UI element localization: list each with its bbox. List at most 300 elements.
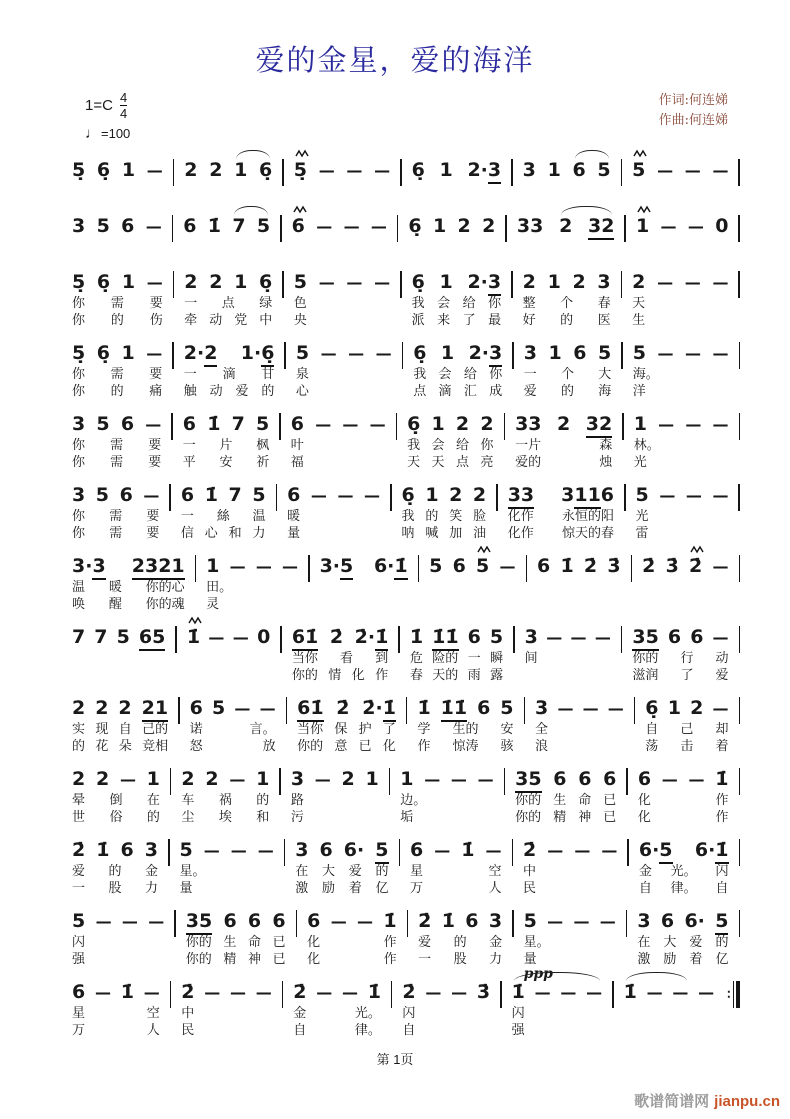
lyrics-row-1 — [288, 366, 400, 383]
notes-row — [392, 768, 501, 792]
lyric-syllable: 给 — [463, 367, 477, 383]
notes-row — [173, 981, 279, 1005]
note-token: 6 — [72, 981, 86, 1004]
lyric-syllable: 的 — [72, 739, 86, 755]
note-token: 5 — [632, 342, 646, 365]
note-token: — — [547, 841, 564, 861]
note-token: 1̇ — [120, 981, 134, 1004]
music-system — [62, 471, 740, 542]
lyrics-row-2 — [629, 951, 736, 968]
lyric-syllable: 要 — [148, 438, 162, 454]
note-token: — — [375, 344, 392, 364]
lyric-syllable: 律。 — [670, 881, 697, 897]
lyrics-row-2 — [394, 525, 495, 542]
notes-row — [624, 271, 736, 295]
measure — [505, 768, 626, 826]
lyrics-row-2 — [516, 383, 619, 400]
music-system — [62, 684, 740, 755]
lyric-syllable: 垢 — [400, 810, 414, 826]
notes-row — [628, 215, 736, 239]
measure — [282, 215, 397, 239]
lyric-syllable: 尘 — [181, 810, 195, 826]
note-token: 3̇ — [476, 981, 491, 1004]
lyric-syllable: 你 — [72, 367, 86, 383]
lyricist-credit: 作词:何连娣 — [658, 93, 728, 108]
lyric-syllable: 絲 — [216, 509, 230, 525]
lyric-syllable: 生 — [223, 935, 237, 951]
note-token: 33 — [516, 215, 544, 238]
note-token: 1̇ — [511, 981, 525, 1004]
lyric-syllable: 光。 — [670, 864, 697, 880]
note-token: 3̇ — [665, 555, 679, 578]
note-segment: 2̇· — [362, 697, 383, 720]
measure — [515, 626, 621, 684]
note-token: 1 — [400, 768, 414, 791]
lyric-syllable: 闪 — [511, 1006, 525, 1022]
lyric-syllable: 一 — [182, 438, 196, 454]
note-token: 1 — [548, 342, 562, 365]
note-token: 2 — [455, 413, 470, 436]
lyric-syllable: 最 — [488, 313, 502, 329]
lyrics-row-2 — [402, 880, 510, 897]
measure — [419, 555, 525, 613]
lyric-syllable: 医 — [597, 313, 611, 329]
note-token: 1̇ — [417, 697, 431, 720]
lyric-syllable: 安 — [219, 455, 233, 471]
note-token — [374, 555, 408, 580]
note-token: 5̣ — [72, 342, 86, 365]
note-token: 2 — [184, 159, 198, 182]
lyric-syllable: 自 — [118, 722, 132, 738]
note-token: 6 — [537, 555, 551, 578]
note-token: 5 — [72, 910, 86, 933]
lyrics-row-1 — [64, 579, 193, 596]
lyric-syllable: 已 — [603, 793, 617, 809]
note-token: — — [534, 983, 551, 1003]
measure — [400, 626, 513, 684]
note-token: 2 — [72, 697, 86, 720]
lyric-syllable: 需 — [110, 438, 124, 454]
barline — [738, 271, 740, 298]
lyric-syllable: 倒 — [109, 793, 123, 809]
lyric-syllable: 的 — [108, 864, 122, 880]
lyric-syllable: 行 — [680, 651, 694, 667]
lyrics-row-1 — [283, 437, 394, 454]
note-token: — — [601, 841, 618, 861]
note-token: — — [499, 557, 516, 577]
note-token: 1 — [547, 159, 561, 182]
note-token: 3 — [72, 484, 86, 507]
lyric-syllable: 到 — [375, 651, 389, 667]
lyric-syllable: 诺 — [189, 722, 203, 738]
note-token: 3 — [597, 271, 611, 294]
notes-row — [283, 768, 387, 792]
slur-arc — [514, 972, 600, 981]
note-token: 6̣ — [259, 271, 273, 294]
measure — [513, 271, 621, 329]
note-token: — — [607, 699, 624, 719]
lyric-syllable: 要 — [146, 526, 160, 542]
lyric-syllable: 惊天的春 — [562, 526, 615, 542]
lyric-syllable: 股 — [108, 881, 122, 897]
lyric-syllable: 亮 — [480, 455, 494, 471]
lyric-syllable: 了 — [680, 668, 694, 684]
measure — [390, 768, 503, 826]
lyrics-row-1 — [64, 437, 169, 454]
lyric-syllable: 己的 — [142, 722, 169, 738]
measure — [400, 839, 512, 897]
barline — [739, 768, 741, 795]
measure — [507, 215, 625, 239]
lyric-syllable: 怒 — [189, 739, 203, 755]
lyric-syllable: 要 — [149, 296, 163, 312]
measure — [284, 159, 400, 183]
lyrics-row-2 — [198, 596, 306, 613]
lyrics-row-2 — [631, 880, 737, 897]
composer-credit: 作曲:何连娣 — [658, 113, 728, 129]
lyrics-row-2 — [500, 525, 622, 542]
lyric-syllable: 甘 — [261, 367, 275, 383]
note-token: — — [343, 217, 360, 237]
watermark — [634, 1090, 780, 1111]
note-token: — — [712, 161, 729, 181]
slur-arc — [236, 150, 270, 159]
note-token: — — [229, 557, 246, 577]
note-token: 1̇ — [560, 555, 574, 578]
measure — [62, 910, 174, 968]
note-token: 6̣ — [96, 159, 111, 182]
lyric-syllable: 要 — [149, 367, 163, 383]
lyric-syllable: 一 — [523, 367, 537, 383]
note-token — [467, 159, 501, 184]
lyric-syllable: 命 — [248, 935, 262, 951]
note-token: 35 — [515, 768, 541, 793]
lyric-syllable: 绿 — [259, 296, 273, 312]
lyric-syllable: 的 — [560, 313, 574, 329]
music-system — [62, 146, 740, 186]
lyric-syllable: 人 — [488, 881, 502, 897]
lyric-syllable: 你的 — [515, 793, 542, 809]
lyrics-row-1 — [64, 508, 167, 525]
lyric-syllable: 情 — [328, 668, 342, 684]
note-token: — — [341, 983, 358, 1003]
note-token: 6 — [223, 910, 237, 933]
notes-row — [410, 910, 510, 934]
lyrics-row-2 — [289, 738, 404, 755]
note-token: — — [330, 912, 347, 932]
lyrics-row-2 — [299, 951, 404, 968]
measure — [498, 484, 624, 542]
barline — [738, 215, 740, 242]
lyrics-row-2 — [630, 809, 737, 826]
note-token: 1 — [234, 159, 248, 182]
note-token — [184, 342, 218, 367]
lyric-syllable: 危 — [409, 651, 423, 667]
mordent-icon — [295, 149, 310, 158]
lyric-syllable: 一 — [72, 881, 86, 897]
note-token: 6 — [272, 910, 286, 933]
lyrics-row-1 — [287, 863, 396, 880]
note-token: 61̇ — [297, 697, 323, 722]
note-token: 3 — [72, 413, 86, 436]
music-system — [62, 202, 740, 242]
lyrics-row-1 — [631, 863, 737, 880]
slur-arc — [561, 206, 612, 215]
note-token: — — [434, 841, 451, 861]
note-token: 1 — [439, 159, 453, 182]
notes-row — [173, 768, 277, 792]
lyrics-row-1 — [507, 437, 620, 454]
note-token: — — [712, 344, 729, 364]
lyric-syllable: 金 — [144, 864, 158, 880]
note-token: 7 — [228, 484, 242, 507]
lyrics-row-1 — [624, 295, 736, 312]
note-token: — — [230, 841, 247, 861]
lyrics-row-2 — [624, 312, 736, 329]
note-token: 3 — [295, 839, 309, 862]
lyric-syllable: 唤 — [72, 597, 86, 613]
lyric-syllable: 激 — [637, 952, 651, 968]
note-token: — — [594, 628, 611, 648]
measure — [525, 697, 634, 755]
note-token: — — [119, 770, 136, 790]
note-token: 2̇ — [402, 981, 416, 1004]
lyrics-row-2 — [507, 809, 624, 826]
lyric-syllable: 烛 — [599, 455, 613, 471]
lyric-syllable: 化 — [382, 739, 396, 755]
lyric-syllable: 放 — [262, 739, 276, 755]
note-token — [467, 271, 501, 296]
lyric-syllable: 祈 — [256, 455, 270, 471]
notes-row — [64, 981, 168, 1005]
note-token: 2321 — [132, 555, 185, 580]
lyrics-row-1 — [179, 650, 278, 667]
lyric-syllable: 爱 — [689, 935, 703, 951]
lyric-syllable: 作 — [375, 668, 389, 684]
note-token: 1 — [636, 215, 649, 238]
note-token: 1 — [121, 159, 136, 182]
notes-row — [624, 159, 736, 183]
notes-row — [625, 342, 737, 366]
lyric-syllable: 个 — [560, 367, 574, 383]
lyric-syllable: 一 — [418, 952, 432, 968]
notes-row — [404, 271, 510, 295]
lyric-syllable: 动 — [209, 313, 223, 329]
lyric-syllable: 惊涛 — [452, 739, 479, 755]
note-token: 35 — [632, 626, 658, 651]
time-signature-numerator: 4 — [119, 90, 128, 105]
tempo-value: =100 — [101, 126, 131, 142]
lyric-syllable: 荡 — [645, 739, 659, 755]
lyrics-row-1 — [173, 508, 274, 525]
note-token: 6 — [410, 839, 424, 862]
lyric-syllable: 需 — [109, 509, 123, 525]
note-token: 2̇ — [293, 981, 307, 1004]
mordent-icon — [690, 545, 705, 554]
lyrics-row-1 — [515, 863, 625, 880]
notes-row — [529, 555, 629, 579]
lyric-syllable: 你 — [489, 367, 503, 383]
lyric-syllable: 灵 — [206, 597, 220, 613]
measure — [626, 215, 738, 239]
measure — [398, 215, 505, 239]
lyric-syllable: 的 — [256, 793, 270, 809]
note-token: — — [573, 912, 590, 932]
measure — [281, 768, 389, 826]
lyric-syllable: 了 — [382, 722, 396, 738]
lyric-syllable: 化 — [637, 793, 651, 809]
measure — [177, 626, 280, 684]
lyric-syllable: 力 — [489, 952, 503, 968]
time-signature-denominator: 4 — [119, 105, 128, 121]
music-system — [62, 329, 740, 400]
lyric-syllable: 精 — [223, 952, 237, 968]
lyric-syllable: 的 — [375, 864, 389, 880]
note-token: 2 — [522, 271, 536, 294]
note-token: 1̇ — [441, 910, 455, 933]
lyric-syllable: 我 — [407, 438, 421, 454]
lyric-syllable: 晕 — [72, 793, 86, 809]
note-token: 5 — [500, 697, 514, 720]
lyrics-row-1 — [312, 579, 416, 596]
notes-row — [64, 768, 168, 792]
lyric-syllable: 股 — [453, 952, 467, 968]
lyrics-row-1 — [285, 1005, 389, 1022]
repeat-dots: ∶ — [727, 987, 731, 1003]
note-token: 5 — [212, 697, 226, 720]
lyric-syllable: 春 — [597, 296, 611, 312]
note-segment: 11 — [574, 484, 600, 509]
note-token: 6 — [183, 215, 197, 238]
note-token: — — [357, 912, 374, 932]
note-token: 6̣ — [413, 342, 427, 365]
lyric-syllable: 力 — [252, 526, 266, 542]
lyrics-row-1 — [516, 934, 624, 951]
note-token: — — [146, 344, 163, 364]
notes-row — [504, 981, 610, 1005]
lyrics-row-1 — [176, 295, 280, 312]
lyric-syllable: 化作 — [507, 526, 534, 542]
measure — [392, 484, 497, 542]
mordent-icon — [293, 205, 308, 214]
note-token: — — [451, 983, 468, 1003]
lyric-syllable: 天的 — [432, 668, 459, 684]
lyrics-row-2 — [287, 880, 396, 897]
note-token: — — [685, 486, 702, 506]
lyrics-row-2 — [64, 880, 166, 897]
lyric-syllable: 心 — [204, 526, 218, 542]
note-segment: 1̇ — [394, 555, 407, 580]
lyric-syllable: 滋润 — [632, 668, 659, 684]
note-token — [355, 626, 389, 651]
note-token: 6 — [660, 910, 675, 933]
notes-row — [421, 555, 523, 579]
lyric-syllable: 已 — [272, 935, 286, 951]
note-segment: 1̇ — [375, 626, 388, 651]
note-token: 1̇ — [187, 626, 200, 649]
notes-row — [509, 215, 623, 239]
notes-row — [286, 271, 398, 295]
lyrics-row-2 — [176, 383, 283, 400]
note-token: 6 — [180, 484, 195, 507]
lyrics-row-2 — [288, 383, 400, 400]
note-token: 1 — [667, 697, 681, 720]
lyric-syllable: 作 — [715, 793, 729, 809]
lyrics-row-1 — [198, 579, 306, 596]
note-token: 5 — [632, 159, 645, 182]
lyric-syllable: 伤 — [149, 313, 163, 329]
lyrics-row-1 — [629, 934, 736, 951]
lyric-syllable: 爱的 — [515, 455, 542, 471]
note-token: 3 — [524, 626, 538, 649]
lyrics-row-2 — [507, 454, 620, 471]
lyric-syllable: 击 — [680, 739, 694, 755]
lyric-syllable: 险的 — [432, 651, 459, 667]
note-segment: 5 — [659, 839, 672, 864]
lyric-syllable: 自 — [645, 722, 659, 738]
note-token: — — [574, 841, 591, 861]
lyric-syllable: 量 — [287, 526, 301, 542]
measure — [624, 413, 739, 471]
notes-row — [176, 342, 283, 366]
lyric-syllable: 暖 — [287, 509, 301, 525]
lyric-syllable: 信 — [180, 526, 194, 542]
lyrics-row-2 — [637, 738, 736, 755]
lyric-syllable: 片 — [219, 438, 233, 454]
note-token: 5 — [635, 484, 649, 507]
mordent-icon — [188, 616, 203, 625]
lyrics-row-1 — [637, 721, 736, 738]
note-token: 2 — [472, 484, 487, 507]
note-token: — — [685, 415, 702, 435]
barline — [739, 910, 741, 937]
note-token: 5̣ — [72, 271, 86, 294]
lyric-syllable: 你的 — [632, 651, 659, 667]
note-token: — — [374, 161, 391, 181]
lyric-syllable: 作 — [417, 739, 431, 755]
lyric-syllable: 你 — [72, 384, 86, 400]
note-token: 5 — [429, 555, 443, 578]
note-token: — — [684, 273, 701, 293]
note-token: 2 — [559, 215, 573, 238]
notes-row — [64, 271, 171, 295]
note-token: — — [316, 983, 333, 1003]
notes-row — [394, 981, 498, 1005]
note-token: 2 — [480, 413, 494, 436]
lyric-syllable: 爱 — [523, 384, 537, 400]
measure — [62, 768, 170, 826]
lyric-syllable: 着 — [689, 952, 703, 968]
measure — [62, 981, 170, 1039]
lyric-syllable: 当你 — [297, 722, 324, 738]
lyrics-row-2 — [515, 880, 625, 897]
lyric-syllable: 自 — [638, 881, 652, 897]
note-token: 21 — [142, 697, 168, 722]
lyric-syllable: 作 — [383, 935, 397, 951]
notes-row — [283, 413, 394, 437]
lyric-syllable: 海 — [598, 384, 612, 400]
lyric-syllable: 你的魂 — [145, 597, 185, 613]
lyrics-row-2 — [176, 312, 280, 329]
lyric-syllable: 一片 — [515, 438, 542, 454]
notes-row — [64, 215, 170, 239]
note-token: 5 — [293, 271, 308, 294]
lyric-syllable: 喊 — [425, 526, 439, 542]
note-token: 6 — [573, 342, 587, 365]
note-token: 6 — [452, 555, 466, 578]
note-token — [639, 839, 673, 864]
lyric-syllable: 田。 — [206, 580, 233, 596]
